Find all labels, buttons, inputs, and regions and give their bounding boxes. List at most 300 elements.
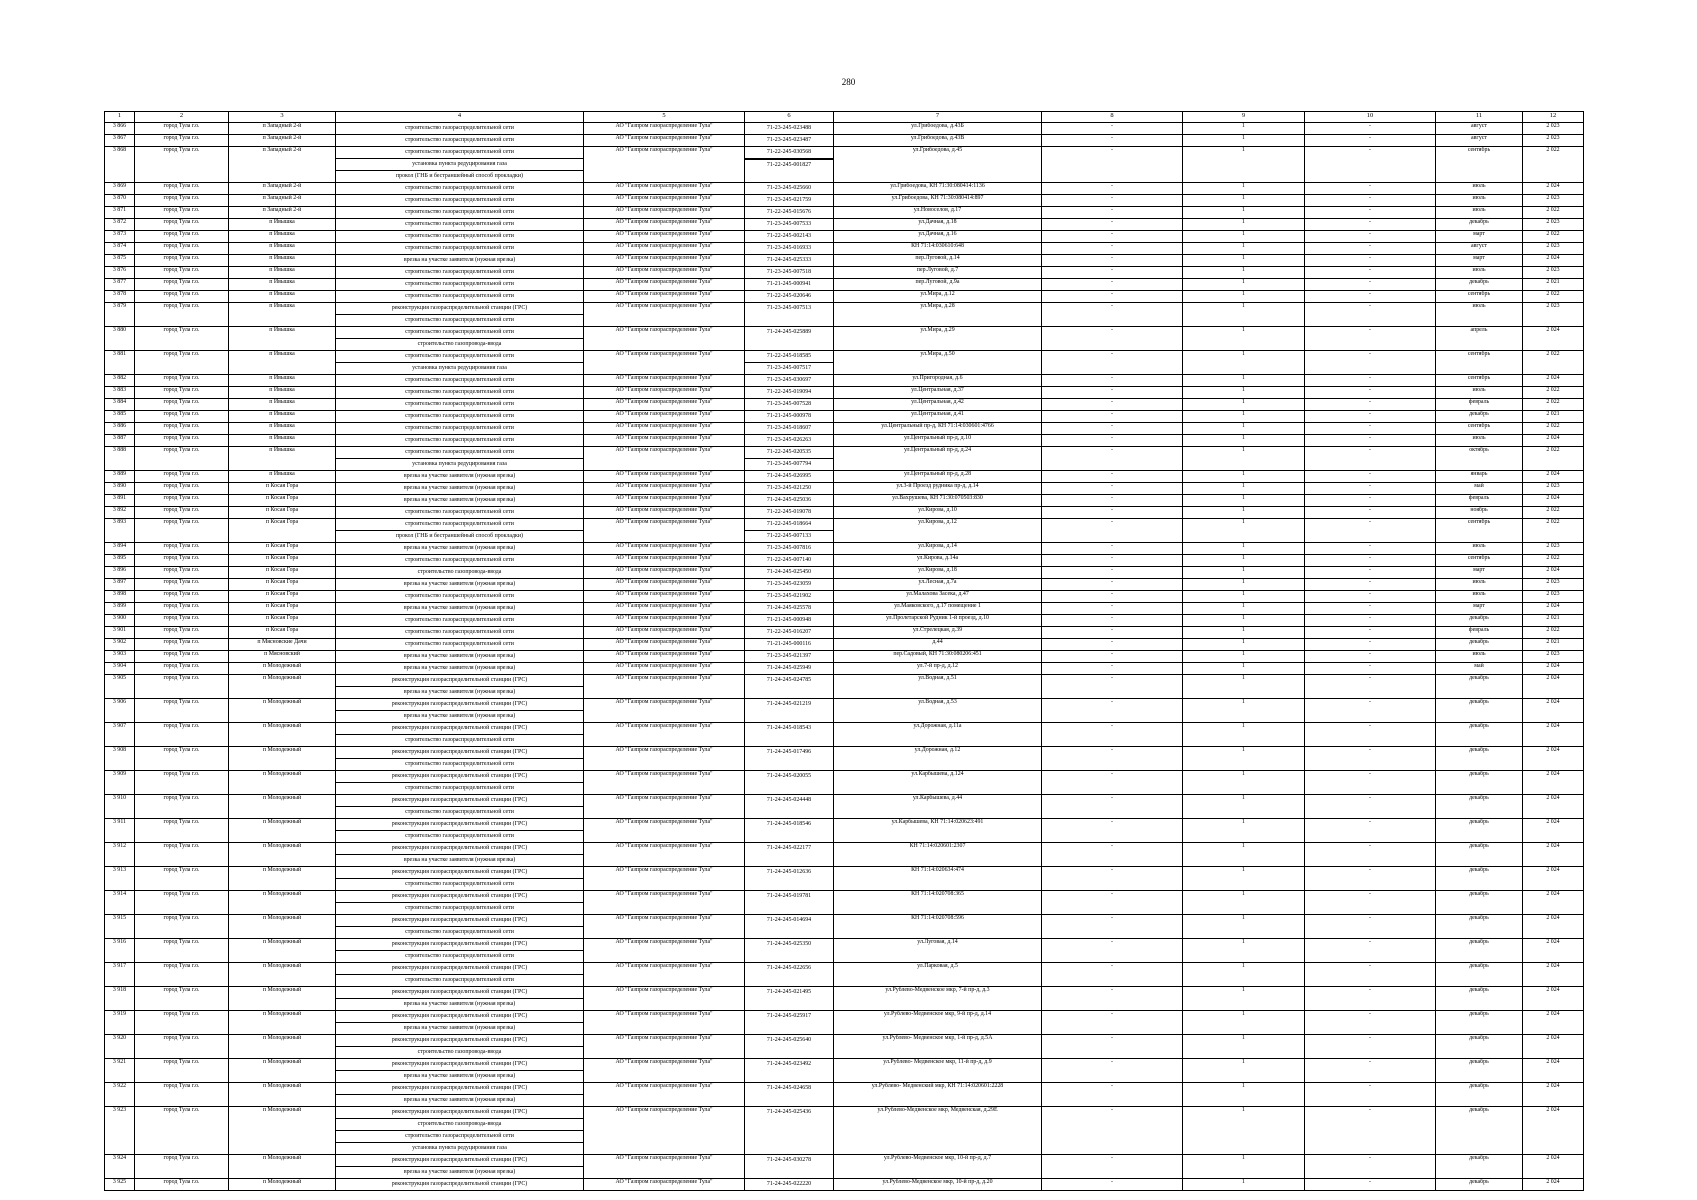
address-cell: ул.Рублево-Медвенское мкр, 10-й пр-д, д.20 [834,1179,1042,1191]
year-cell: 2 024 [1523,471,1584,483]
works-cell-line: реконструкция газораспределительной станции (ГРС) [391,989,528,995]
code-cell-line: 71-24-245-025578 [766,605,812,611]
address-cell: ул.Кирова, д.14 [834,543,1042,555]
works-cell [336,819,584,843]
code-cell-line: 71-23-245-007816 [766,545,812,551]
row-number: 3 899 [105,603,135,615]
row-number: 3 874 [105,243,135,255]
organization-cell: АО "Газпром газораспределение Тула" [584,1011,745,1035]
code-cell-line: 71-23-245-007513 [766,305,812,311]
locality-cell: п Мясновский [229,651,336,663]
code-cell-line: 71-21-245-000941 [766,281,812,287]
year-cell: 2 022 [1523,519,1584,543]
organization-cell: АО "Газпром газораспределение Тула" [584,819,745,843]
code-cell [745,495,834,507]
code-cell [745,1107,834,1155]
works-cell-line: строительство газораспределительной сети [405,353,514,359]
works-cell [336,387,584,399]
month-cell: июль [1436,303,1523,327]
works-cell [336,915,584,939]
col9-cell: 1 [1183,471,1305,483]
col8-cell: - [1042,1155,1183,1179]
col9-cell: 1 [1183,507,1305,519]
col10-cell: - [1305,195,1436,207]
address-cell: ул.Дачная, д.16 [834,231,1042,243]
address-cell: ул.Маяковского, д.17 помещение 1 [834,603,1042,615]
locality-cell: п Молодежный [229,867,336,891]
locality-cell: п Молодежный [229,1059,336,1083]
col8-cell: - [1042,987,1183,1011]
year-cell: 2 024 [1523,495,1584,507]
code-cell-line: 71-22-245-007133 [745,530,833,542]
address-cell: ул.Рублево- Медвенский мкр, КН 71:14:020601:2228 [834,1083,1042,1107]
column-header-7: 7 [834,112,1042,123]
col8-cell: - [1042,651,1183,663]
month-cell: декабрь [1436,915,1523,939]
locality-cell: п Западный 2-й [229,135,336,147]
locality-cell: п Ивышка [229,387,336,399]
col10-cell: - [1305,627,1436,639]
table-row [105,651,1584,663]
works-cell [336,435,584,447]
works-cell [336,663,584,675]
month-cell: август [1436,135,1523,147]
col8-cell: - [1042,447,1183,471]
col10-cell: - [1305,291,1436,303]
row-number: 3 911 [105,819,135,843]
code-cell-line: 71-22-245-018664 [766,521,812,527]
works-cell [336,195,584,207]
col10-cell: - [1305,867,1436,891]
works-cell [336,771,584,795]
col9-cell: 1 [1183,747,1305,771]
row-number: 3 882 [105,375,135,387]
table-row [105,387,1584,399]
col10-cell: - [1305,495,1436,507]
col10-cell: - [1305,987,1436,1011]
organization-cell: АО "Газпром газораспределение Тула" [584,375,745,387]
code-cell-line: 71-22-245-007140 [766,557,812,563]
year-cell: 2 022 [1523,399,1584,411]
works-cell-line: врезка на участке заявителя (нужная врезка) [403,473,516,479]
locality-cell: п Молодежный [229,963,336,987]
code-cell-line: 71-24-245-022220 [766,1181,812,1187]
col8-cell: - [1042,699,1183,723]
city-cell: город Тула г.о. [135,327,229,351]
table-row [105,1179,1584,1191]
row-number: 3 906 [105,699,135,723]
works-cell-line: прокол (ГНБ и бестраншейный способ прокладки) [336,170,583,182]
col10-cell: - [1305,387,1436,399]
month-cell: март [1436,567,1523,579]
locality-cell: п Косая Гора [229,507,336,519]
year-cell: 2 023 [1523,579,1584,591]
works-cell-line: строительство газораспределительной сети [405,437,514,443]
code-cell-line: 71-22-245-018585 [766,353,812,359]
table-row [105,675,1584,699]
works-cell-line: строительство газораспределительной сети [405,137,514,143]
col10-cell: - [1305,819,1436,843]
organization-cell: АО "Газпром газораспределение Тула" [584,207,745,219]
address-cell: ул.Центральная, д.42 [834,399,1042,411]
table-row [105,207,1584,219]
works-cell-line: строительство газопровода-ввода [336,1118,583,1130]
month-cell: декабрь [1436,1011,1523,1035]
city-cell: город Тула г.о. [135,867,229,891]
year-cell: 2 021 [1523,615,1584,627]
works-cell [336,795,584,819]
works-cell-line: реконструкция газораспределительной станции (ГРС) [391,1109,528,1115]
city-cell: город Тула г.о. [135,483,229,495]
organization-cell: АО "Газпром газораспределение Тула" [584,987,745,1011]
organization-cell: АО "Газпром газораспределение Тула" [584,243,745,255]
code-cell [745,639,834,651]
col8-cell: - [1042,795,1183,819]
code-cell-line: 71-24-245-017496 [766,749,812,755]
code-cell-line: 71-24-245-022656 [766,965,812,971]
month-cell: декабрь [1436,639,1523,651]
works-cell [336,1035,584,1059]
month-cell: декабрь [1436,771,1523,795]
city-cell: город Тула г.о. [135,123,229,135]
row-number: 3 873 [105,231,135,243]
works-cell-line: строительство газораспределительной сети [405,509,514,515]
col10-cell: - [1305,1155,1436,1179]
works-cell [336,1107,584,1155]
row-number: 3 893 [105,519,135,543]
row-number: 3 902 [105,639,135,651]
col9-cell: 1 [1183,495,1305,507]
year-cell: 2 022 [1523,423,1584,435]
code-cell-line: 71-24-245-024658 [766,1085,812,1091]
year-cell: 2 021 [1523,279,1584,291]
organization-cell: АО "Газпром газораспределение Тула" [584,135,745,147]
locality-cell: п Косая Гора [229,615,336,627]
works-cell [336,207,584,219]
row-number: 3 877 [105,279,135,291]
col10-cell: - [1305,471,1436,483]
code-cell-line: 71-22-245-016207 [766,629,812,635]
code-cell-line: 71-21-245-000948 [766,617,812,623]
code-cell [745,471,834,483]
table-row [105,747,1584,771]
works-cell-line: реконструкция газораспределительной станции (ГРС) [391,821,528,827]
month-cell: декабрь [1436,1179,1523,1191]
code-cell-line: 71-24-245-025450 [766,569,812,575]
row-number: 3 896 [105,567,135,579]
works-cell [336,243,584,255]
works-cell-line: строительство газопровода-ввода [417,569,502,575]
organization-cell: АО "Газпром газораспределение Тула" [584,123,745,135]
month-cell: март [1436,255,1523,267]
works-cell-line: врезка на участке заявителя (нужная врезка) [336,998,583,1010]
works-cell [336,747,584,771]
table-row [105,963,1584,987]
col9-cell: 1 [1183,543,1305,555]
works-cell [336,123,584,135]
address-cell: ул.Новоселов, д.17 [834,207,1042,219]
row-number: 3 910 [105,795,135,819]
col9-cell: 1 [1183,1107,1305,1155]
table-row [105,795,1584,819]
address-cell: ул.Грибоедова, д.45 [834,147,1042,183]
works-cell-line: строительство газораспределительной сети [405,521,514,527]
code-cell-line: 71-24-245-021495 [766,989,812,995]
table-row [105,543,1584,555]
row-number: 3 881 [105,351,135,375]
table-row [105,147,1584,183]
address-cell: ул.Центральный пр-д, КН 71:14:030601:4766 [834,423,1042,435]
works-cell [336,723,584,747]
col10-cell: - [1305,519,1436,543]
city-cell: город Тула г.о. [135,567,229,579]
code-cell-line: 71-24-245-018543 [766,725,812,731]
code-cell [745,723,834,747]
city-cell: город Тула г.о. [135,231,229,243]
col9-cell: 1 [1183,255,1305,267]
address-cell: ул.Рублево-Медвенское мкр, 7-й пр-д, д.3 [834,987,1042,1011]
organization-cell: АО "Газпром газораспределение Тула" [584,411,745,423]
works-cell-line: реконструкция газораспределительной станции (ГРС) [391,1037,528,1043]
address-cell: КН 71:14:020708:596 [834,915,1042,939]
city-cell: город Тула г.о. [135,939,229,963]
month-cell: февраль [1436,399,1523,411]
works-cell [336,555,584,567]
locality-cell: п Молодежный [229,699,336,723]
code-cell-line: 71-23-245-026263 [766,437,812,443]
organization-cell: АО "Газпром газораспределение Тула" [584,699,745,723]
code-cell [745,1011,834,1035]
works-cell [336,375,584,387]
row-number: 3 907 [105,723,135,747]
locality-cell: п Молодежный [229,1011,336,1035]
address-cell: ул.Малахова Засека, д.47 [834,591,1042,603]
works-cell-line: строительство газораспределительной сети [405,269,514,275]
code-cell-line: 71-24-245-024448 [766,797,812,803]
code-cell-line: 71-22-245-020535 [766,449,812,455]
code-cell [745,183,834,195]
month-cell: декабрь [1436,987,1523,1011]
code-cell [745,267,834,279]
col10-cell: - [1305,255,1436,267]
col9-cell: 1 [1183,795,1305,819]
city-cell: город Тула г.о. [135,207,229,219]
city-cell: город Тула г.о. [135,723,229,747]
city-cell: город Тула г.о. [135,627,229,639]
works-cell [336,843,584,867]
col9-cell: 1 [1183,699,1305,723]
year-cell: 2 023 [1523,219,1584,231]
month-cell: декабрь [1436,867,1523,891]
locality-cell: п Косая Гора [229,567,336,579]
row-number: 3 871 [105,207,135,219]
year-cell: 2 023 [1523,195,1584,207]
locality-cell: п Молодежный [229,723,336,747]
works-cell-line: реконструкция газораспределительной станции (ГРС) [391,725,528,731]
code-cell-line: 71-23-245-030697 [766,377,812,383]
code-cell [745,603,834,615]
code-cell [745,447,834,471]
works-cell-line: строительство газораспределительной сети [405,413,514,419]
month-cell: февраль [1436,495,1523,507]
col9-cell: 1 [1183,867,1305,891]
organization-cell: АО "Газпром газораспределение Тула" [584,603,745,615]
works-cell-line: строительство газораспределительной сети [405,617,514,623]
table-row [105,351,1584,375]
works-cell [336,483,584,495]
year-cell: 2 024 [1523,1011,1584,1035]
city-cell: город Тула г.о. [135,279,229,291]
row-number: 3 894 [105,543,135,555]
col9-cell: 1 [1183,567,1305,579]
locality-cell: п Молодежный [229,1155,336,1179]
month-cell: сентябрь [1436,423,1523,435]
table-row [105,891,1584,915]
locality-cell: п Ивышка [229,375,336,387]
works-cell-line: строительство газораспределительной сети [336,1130,583,1142]
col8-cell: - [1042,963,1183,987]
organization-cell: АО "Газпром газораспределение Тула" [584,1083,745,1107]
column-header-6: 6 [745,112,834,123]
year-cell: 2 021 [1523,639,1584,651]
col10-cell: - [1305,579,1436,591]
data-table [104,111,1584,1191]
code-cell [745,399,834,411]
col8-cell: - [1042,603,1183,615]
code-cell [745,915,834,939]
year-cell: 2 023 [1523,267,1584,279]
locality-cell: п Западный 2-й [229,123,336,135]
col10-cell: - [1305,207,1436,219]
month-cell: январь [1436,471,1523,483]
year-cell: 2 024 [1523,963,1584,987]
col10-cell: - [1305,699,1436,723]
column-header-4: 4 [336,112,584,123]
works-cell-line: реконструкция газораспределительной станции (ГРС) [391,1085,528,1091]
code-cell-line: 71-22-245-001827 [745,159,833,171]
works-cell [336,987,584,1011]
year-cell: 2 024 [1523,795,1584,819]
code-cell [745,1059,834,1083]
row-number: 3 903 [105,651,135,663]
organization-cell: АО "Газпром газораспределение Тула" [584,447,745,471]
works-cell-line: прокол (ГНБ и бестраншейный способ прокладки) [336,530,583,542]
organization-cell: АО "Газпром газораспределение Тула" [584,651,745,663]
row-number: 3 891 [105,495,135,507]
works-cell-line: строительство газораспределительной сети [336,758,583,770]
works-cell-line: строительство газораспределительной сети [405,281,514,287]
code-cell [745,219,834,231]
table-row [105,819,1584,843]
code-cell-line: 71-22-245-002143 [766,233,812,239]
code-cell-line: 71-22-245-015676 [766,209,812,215]
month-cell: июль [1436,387,1523,399]
table-row [105,423,1584,435]
col9-cell: 1 [1183,675,1305,699]
works-cell-line: строительство газораспределительной сети [405,401,514,407]
address-cell: ул.Парковая, д.5 [834,963,1042,987]
col9-cell: 1 [1183,219,1305,231]
col8-cell: - [1042,543,1183,555]
address-cell: ул.Вахрушева, КН 71:30:070503:830 [834,495,1042,507]
col10-cell: - [1305,483,1436,495]
city-cell: город Тула г.о. [135,1083,229,1107]
code-cell [745,231,834,243]
address-cell: ул.Дорожная, д.12 [834,747,1042,771]
column-header-9: 9 [1183,112,1305,123]
month-cell: июль [1436,543,1523,555]
col10-cell: - [1305,591,1436,603]
works-cell [336,447,584,471]
table-row [105,279,1584,291]
works-cell-line: строительство газораспределительной сети [405,557,514,563]
code-cell [745,303,834,327]
organization-cell: АО "Газпром газораспределение Тула" [584,1059,745,1083]
row-number: 3 895 [105,555,135,567]
works-cell-line: строительство газораспределительной сети [336,806,583,818]
col8-cell: - [1042,663,1183,675]
city-cell: город Тула г.о. [135,375,229,387]
year-cell: 2 024 [1523,375,1584,387]
organization-cell: АО "Газпром газораспределение Тула" [584,231,745,243]
code-cell-line: 71-24-245-025036 [766,497,812,503]
works-cell [336,675,584,699]
code-cell [745,843,834,867]
code-cell [745,675,834,699]
year-cell: 2 024 [1523,1107,1584,1155]
col9-cell: 1 [1183,939,1305,963]
table-row [105,699,1584,723]
col10-cell: - [1305,267,1436,279]
year-cell: 2 024 [1523,1035,1584,1059]
works-cell [336,411,584,423]
col9-cell: 1 [1183,483,1305,495]
address-cell: ул.Кирова, д.10 [834,507,1042,519]
row-number: 3 916 [105,939,135,963]
address-cell: ул.Центральный пр-д, д.24 [834,447,1042,471]
col10-cell: - [1305,1083,1436,1107]
column-header-5: 5 [584,112,745,123]
works-cell [336,255,584,267]
address-cell: ул.Дачная, д.18 [834,219,1042,231]
row-number: 3 888 [105,447,135,471]
code-cell [745,375,834,387]
month-cell: сентябрь [1436,555,1523,567]
city-cell: город Тула г.о. [135,255,229,267]
table-row [105,603,1584,615]
works-cell-line: врезка на участке заявителя (нужная врезка) [403,581,516,587]
month-cell: июль [1436,267,1523,279]
col10-cell: - [1305,183,1436,195]
works-cell-line: установка пункта редуцирования газа [336,1142,583,1154]
col10-cell: - [1305,411,1436,423]
locality-cell: п Молодежный [229,675,336,699]
works-cell-line: строительство газораспределительной сети [405,641,514,647]
table-row [105,591,1584,603]
address-cell: ул.Луговая, д.14 [834,939,1042,963]
month-cell: май [1436,483,1523,495]
code-cell-line: 71-24-245-022177 [766,845,812,851]
table-row [105,1011,1584,1035]
year-cell: 2 024 [1523,891,1584,915]
col10-cell: - [1305,771,1436,795]
month-cell: август [1436,123,1523,135]
works-cell-line: врезка на участке заявителя (нужная врезка) [403,605,516,611]
city-cell: город Тула г.о. [135,387,229,399]
locality-cell: п Ивышка [229,423,336,435]
code-cell-line: 71-23-245-021759 [766,197,812,203]
code-cell-line: 71-23-245-025660 [766,185,812,191]
